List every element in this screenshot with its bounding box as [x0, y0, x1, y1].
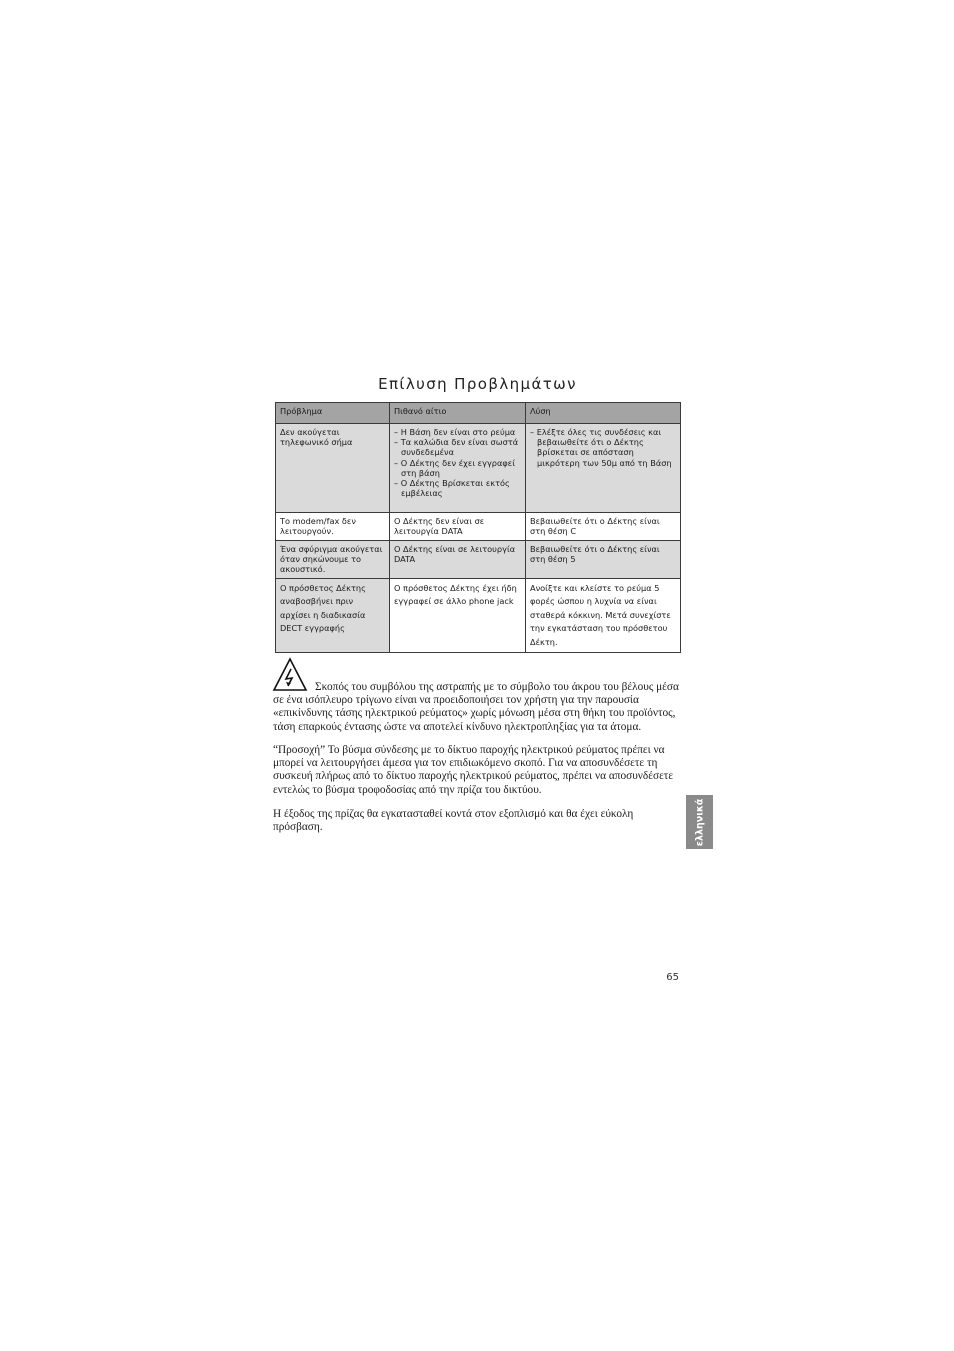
cause-item: – Η Βάση δεν είναι στο ρεύμα [394, 427, 516, 437]
page-title: Επίλυση Προβλημάτων [378, 375, 577, 393]
solution-item: – Ελέξτε όλες τις συνδέσεις και βεβαιωθείτε ότι ο Δέκτης βρίσκεται σε απόσταση μικρότερη των 50μ από τη Βάση [530, 427, 672, 468]
column-header-cause: Πιθανό αίτιο [390, 403, 526, 424]
cell-cause: Ο πρόσθετος Δέκτης έχει ήδη εγγραφεί σε άλλο phone jack [390, 578, 526, 653]
cell-solution: Βεβαιωθείτε ότι ο Δέκτης είναι στη θέση C [526, 513, 681, 541]
troubleshooting-table [275, 402, 681, 653]
language-label: ελληνικά [694, 798, 705, 846]
column-header-problem: Πρόβλημα [276, 403, 390, 424]
cause-item: – Τα καλώδια δεν είναι σωστά συνδεδεμένα [394, 437, 519, 458]
cell-problem: Ο πρόσθετος Δέκτης αναβοσβήνει πριν αρχίσει η διαδικασία DECT εγγραφής [276, 578, 390, 653]
cause-item: – Ο Δέκτης δεν έχει εγγραφεί στη βάση [394, 457, 515, 478]
cell-cause: Ο Δέκτης είναι σε λειτουργία DATA [390, 541, 526, 579]
table-row [276, 541, 681, 579]
cell-problem: Δεν ακούγεται τηλεφωνικό σήμα [276, 424, 390, 513]
table-row [276, 513, 681, 541]
table-row [276, 424, 681, 513]
cell-problem: Ένα σφύριγμα ακούγεται όταν σηκώνουμε το ακουστικό. [276, 541, 390, 579]
symbol-explanation-paragraph: Σκοπός του συμβόλου της αστραπής με το σύμβολο του άκρου του βέλους μέσα σε ένα ισόπλευρο τρίγωνο είναι να προειδοποιήσει τον χρήστη για την παρουσία «επικίνδυνης τάσης ηλεκτρικού ρεύματος» χωρίς μόνωση μέσα στη θήκη του προϊόντος, τάση επαρκούς έντασης ώστε να αποτελεί κίνδυνο ηλεκτροπληξίας για τα άτομα. [273, 681, 679, 733]
cell-cause [390, 424, 526, 513]
table-header-row [276, 403, 681, 424]
cell-solution: Ανοίξτε και κλείστε το ρεύμα 5 φορές ώσπου η λυχνία να είναι σταθερά κόκκινη. Μετά συνεχίστε την εγκατάσταση του πρόσθετου Δέκτη. [526, 578, 681, 653]
cell-solution [526, 424, 681, 513]
cause-item: – Ο Δέκτης Βρίσκεται εκτός εμβέλειας [394, 478, 510, 499]
language-side-tab [686, 795, 713, 849]
table-row [276, 578, 681, 653]
column-header-solution: Λύση [526, 403, 681, 424]
cell-problem: Το modem/fax δεν λειτουργούν. [276, 513, 390, 541]
outlet-paragraph: Η έξοδος της πρίζας θα εγκατασταθεί κοντά στον εξοπλισμό και θα έχει εύκολη πρόσβαση. [273, 808, 634, 834]
cell-cause: Ο Δέκτης δεν είναι σε λειτουργία DATA [390, 513, 526, 541]
solution-list [530, 427, 677, 468]
caution-paragraph: “Προσοχή” Το βύσμα σύνδεσης με το δίκτυο παροχής ηλεκτρικού ρεύματος πρέπει να μπορεί να λειτουργήσει άμεσα για τον επιδιωκόμενο σκοπό. Για να αποσυνδέσετε τη συσκευή πλήρως από το δίκτυο παροχής ηλεκτρικού ρεύματος, πρέπει να αποσυνδέσετε εντελώς το βύσμα τροφοδοσίας από την πρίζα του δικτύου. [273, 744, 674, 796]
page-number: 65 [666, 972, 679, 983]
cell-solution: Βεβαιωθείτε ότι ο Δέκτης είναι στη θέση 5 [526, 541, 681, 579]
cause-list [394, 427, 522, 498]
